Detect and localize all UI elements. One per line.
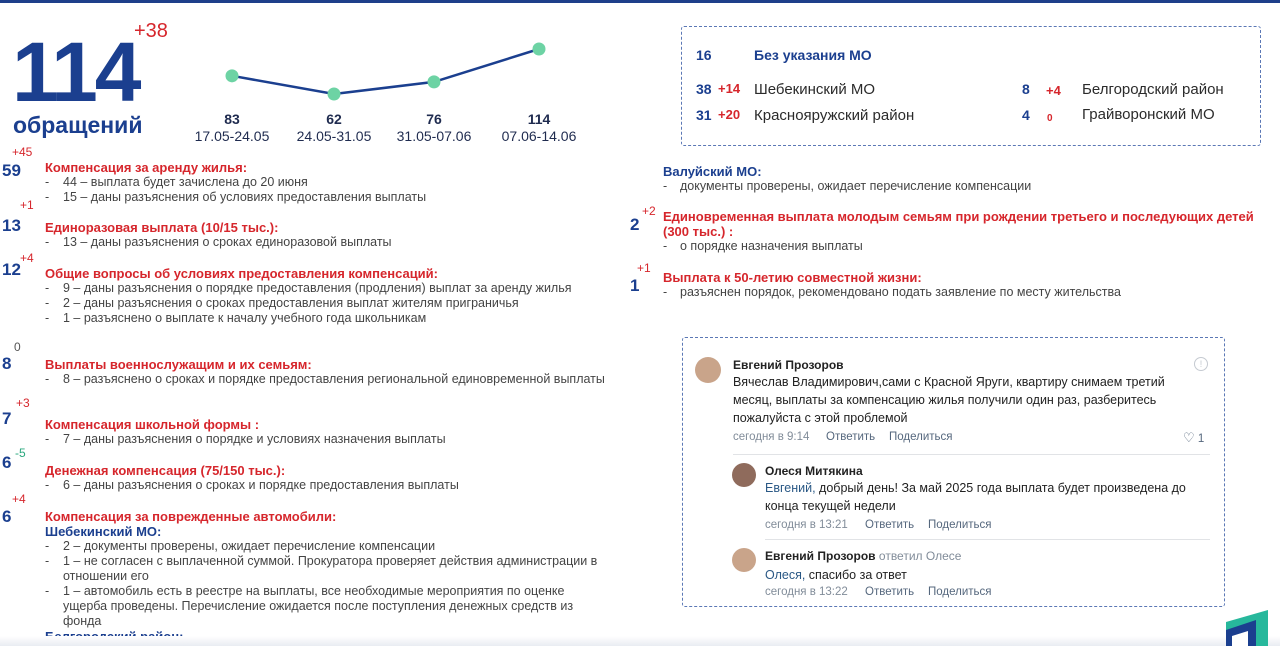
section-delta: 0 bbox=[14, 340, 21, 354]
section-subtitle: Шебекинский МО: bbox=[45, 524, 162, 539]
section-count: 7 bbox=[2, 409, 12, 428]
bullet-dash: - bbox=[45, 296, 50, 310]
report-icon[interactable]: ! bbox=[1194, 357, 1208, 371]
list-item-text: 15 – даны разъяснения об условиях предоставления выплаты bbox=[63, 190, 427, 204]
weekly-line-chart bbox=[200, 36, 580, 106]
total-label: обращений bbox=[13, 112, 143, 138]
point-value-label: 83 bbox=[224, 111, 240, 127]
list-item-text: 8 – разъяснено о сроках и порядке предоставления региональной единовременной выплаты bbox=[63, 372, 605, 386]
list-item-text: 2 – даны разъяснения о сроках предоставления выплат жителям приграничья bbox=[63, 296, 519, 310]
bullet-dash: - bbox=[45, 175, 50, 189]
bullet-dash: - bbox=[45, 235, 50, 249]
bullet-dash: - bbox=[663, 239, 668, 253]
section-delta: +3 bbox=[16, 396, 30, 410]
section-delta: +4 bbox=[12, 492, 26, 506]
mention-link[interactable]: Евгений, bbox=[765, 481, 816, 495]
list-item-text: разъяснен порядок, рекомендовано подать заявление по месту жительства bbox=[680, 285, 1121, 299]
list-item-text: 2 – документы проверены, ожидает перечисление компенсации bbox=[63, 539, 436, 553]
mo-count: 38 bbox=[696, 81, 712, 97]
total-count: 114 bbox=[12, 25, 139, 119]
avatar[interactable] bbox=[695, 357, 721, 383]
list-item bbox=[45, 372, 605, 387]
comment-time[interactable]: сегодня в 13:22 bbox=[765, 586, 848, 598]
data-point bbox=[533, 43, 546, 56]
bullet-dash: - bbox=[45, 311, 50, 325]
category-label: 17.05-24.05 bbox=[194, 128, 270, 144]
mo-name: Без указания МО bbox=[754, 47, 872, 63]
bullet-dash: - bbox=[45, 539, 50, 553]
mo-name: Шебекинский МО bbox=[754, 81, 876, 98]
point-value-label: 76 bbox=[426, 111, 442, 127]
list-item bbox=[45, 175, 605, 190]
mo-delta: +20 bbox=[718, 107, 741, 122]
comment-text bbox=[765, 479, 1205, 515]
like-button[interactable] bbox=[1183, 430, 1204, 446]
bullet-dash: - bbox=[45, 554, 50, 568]
list-item bbox=[663, 179, 1223, 194]
data-point bbox=[226, 69, 239, 82]
logo-icon bbox=[1220, 606, 1272, 646]
replied-to: ответил Олесе bbox=[878, 549, 962, 563]
mention-link[interactable]: Олеся, bbox=[765, 568, 806, 582]
list-item-text: 1 – автомобиль есть в реестре на выплаты, все необходимые мероприятия по оценке ущерба проведены. Перечисление ожидается после поступления денежных средств из фонда bbox=[63, 584, 574, 628]
list-item bbox=[45, 190, 605, 205]
list-item-text: 1 – разъяснено о выплате к началу учебного года школьникам bbox=[63, 311, 427, 325]
category-label: 24.05-31.05 bbox=[296, 128, 372, 144]
share-button[interactable]: Поделиться bbox=[889, 431, 953, 443]
section-delta: +45 bbox=[12, 145, 33, 159]
section-title: Общие вопросы об условиях предоставления компенсаций: bbox=[45, 266, 438, 281]
section-delta: +2 bbox=[642, 204, 656, 218]
list-item bbox=[663, 239, 1223, 254]
point-value-label: 114 bbox=[527, 111, 551, 127]
comment-text bbox=[765, 566, 1205, 584]
top-border bbox=[0, 0, 1280, 3]
section-title: Выплаты военнослужащим и их семьям: bbox=[45, 357, 312, 372]
section-delta: +1 bbox=[20, 198, 34, 212]
heart-icon: ♡ bbox=[1183, 430, 1195, 445]
bottom-bar bbox=[0, 636, 1280, 646]
share-button[interactable]: Поделиться bbox=[928, 586, 992, 598]
vk-comments-panel bbox=[682, 337, 1225, 607]
reply-button[interactable]: Ответить bbox=[826, 431, 876, 443]
like-count: 1 bbox=[1197, 433, 1205, 445]
avatar[interactable] bbox=[732, 463, 756, 487]
comment-body: добрый день! За май 2025 года выплата будет произведена до конца текущей недели bbox=[765, 481, 1186, 513]
series-line bbox=[232, 49, 539, 94]
section-count: 59 bbox=[2, 161, 21, 180]
mo-summary-box bbox=[681, 26, 1261, 146]
bullet-dash: - bbox=[45, 190, 50, 204]
list-item-text: 1 – не согласен с выплаченной суммой. Прокуратора проверяет действия администрации в отношении его bbox=[63, 554, 598, 583]
list-item-text: 13 – даны разъяснения о сроках единоразовой выплаты bbox=[63, 235, 392, 249]
mo-count: 8 bbox=[1022, 81, 1030, 97]
list-item bbox=[45, 539, 605, 554]
point-value-label: 62 bbox=[326, 111, 342, 127]
share-button[interactable]: Поделиться bbox=[928, 519, 992, 531]
mo-name: Белгородский район bbox=[1082, 81, 1224, 98]
list-item bbox=[45, 281, 605, 296]
comment-author-name[interactable]: Евгений Прозоров bbox=[765, 549, 876, 563]
section-title: Единовременная выплата молодым семьям при рождении третьего и последующих детей (300 тыс.) : bbox=[663, 209, 1254, 239]
mo-delta: +14 bbox=[718, 81, 741, 96]
list-item-text: 9 – даны разъяснения о порядке предоставления (продления) выплат за аренду жилья bbox=[63, 281, 572, 295]
mo-name: Грайворонский МО bbox=[1082, 106, 1215, 123]
reply-button[interactable]: Ответить bbox=[865, 586, 915, 598]
section-title: Компенсация школьной формы : bbox=[45, 417, 260, 432]
list-item bbox=[45, 296, 605, 311]
section-delta: -5 bbox=[15, 446, 26, 460]
reply-button[interactable]: Ответить bbox=[865, 519, 915, 531]
mo-name: Краснояружский район bbox=[754, 107, 915, 124]
section-count: 6 bbox=[2, 453, 12, 472]
data-point bbox=[428, 75, 441, 88]
section-count: 2 bbox=[630, 215, 640, 234]
avatar[interactable] bbox=[732, 548, 756, 572]
list-item-text: 7 – даны разъяснения о порядке и условиях назначения выплаты bbox=[63, 432, 446, 446]
comment-time[interactable]: сегодня в 13:21 bbox=[765, 519, 848, 531]
section-count: 13 bbox=[2, 216, 21, 235]
section-count: 12 bbox=[2, 260, 21, 279]
section-delta: +1 bbox=[637, 261, 651, 275]
list-item-text: документы проверены, ожидает перечисление компенсации bbox=[680, 179, 1032, 193]
list-item bbox=[45, 584, 605, 629]
valuy-title: Валуйский МО: bbox=[663, 164, 762, 179]
data-point bbox=[328, 88, 341, 101]
comment-author bbox=[765, 549, 961, 563]
comment-author[interactable]: Евгений Прозоров bbox=[733, 358, 844, 372]
list-item bbox=[45, 554, 605, 584]
section-count: 1 bbox=[630, 276, 640, 295]
section-count: 8 bbox=[2, 354, 12, 373]
bullet-dash: - bbox=[663, 179, 668, 193]
section-count: 6 bbox=[2, 507, 12, 526]
list-item-text: о порядке назначения выплаты bbox=[680, 239, 863, 253]
mo-count: 4 bbox=[1022, 107, 1030, 123]
comment-time[interactable]: сегодня в 9:14 bbox=[733, 431, 810, 443]
list-item-text: 44 – выплата будет зачислена до 20 июня bbox=[63, 175, 308, 189]
section-delta: +4 bbox=[20, 251, 34, 265]
bullet-dash: - bbox=[663, 285, 668, 299]
divider bbox=[733, 454, 1210, 455]
bullet-dash: - bbox=[45, 372, 50, 386]
section-title: Компенсация за аренду жилья: bbox=[45, 160, 248, 175]
section-title: Компенсация за поврежденные автомобили: bbox=[45, 509, 337, 524]
section-title: Единоразовая выплата (10/15 тыс.): bbox=[45, 220, 279, 235]
comment-body: спасибо за ответ bbox=[805, 568, 907, 582]
bullet-dash: - bbox=[45, 478, 50, 492]
category-label: 07.06-14.06 bbox=[501, 128, 577, 144]
list-item bbox=[45, 311, 605, 326]
bullet-dash: - bbox=[45, 281, 50, 295]
comment-text: Вячеслав Владимирович,сами с Красной Яруги, квартиру снимаем третий месяц, выплаты за компенсацию жилья получили один раз, разберитесь пожалуйста с этой проблемой bbox=[733, 375, 1165, 425]
mo-count: 16 bbox=[696, 47, 712, 63]
total-delta: +38 bbox=[134, 20, 168, 42]
mo-delta: +4 bbox=[1046, 83, 1061, 98]
section-title: Выплата к 50-летию совместной жизни: bbox=[663, 270, 922, 285]
list-item bbox=[45, 432, 605, 447]
section-title: Денежная компенсация (75/150 тыс.): bbox=[45, 463, 286, 478]
divider bbox=[765, 539, 1210, 540]
bullet-dash: - bbox=[45, 584, 50, 598]
category-label: 31.05-07.06 bbox=[396, 128, 472, 144]
list-item bbox=[45, 478, 605, 493]
mo-count: 31 bbox=[696, 107, 712, 123]
comment-author[interactable]: Олеся Митякина bbox=[765, 464, 863, 478]
mo-delta: 0 bbox=[1047, 113, 1053, 124]
bullet-dash: - bbox=[45, 432, 50, 446]
list-item bbox=[663, 285, 1223, 300]
list-item bbox=[45, 235, 605, 250]
list-item-text: 6 – даны разъяснения о сроках и порядке предоставления выплаты bbox=[63, 478, 459, 492]
